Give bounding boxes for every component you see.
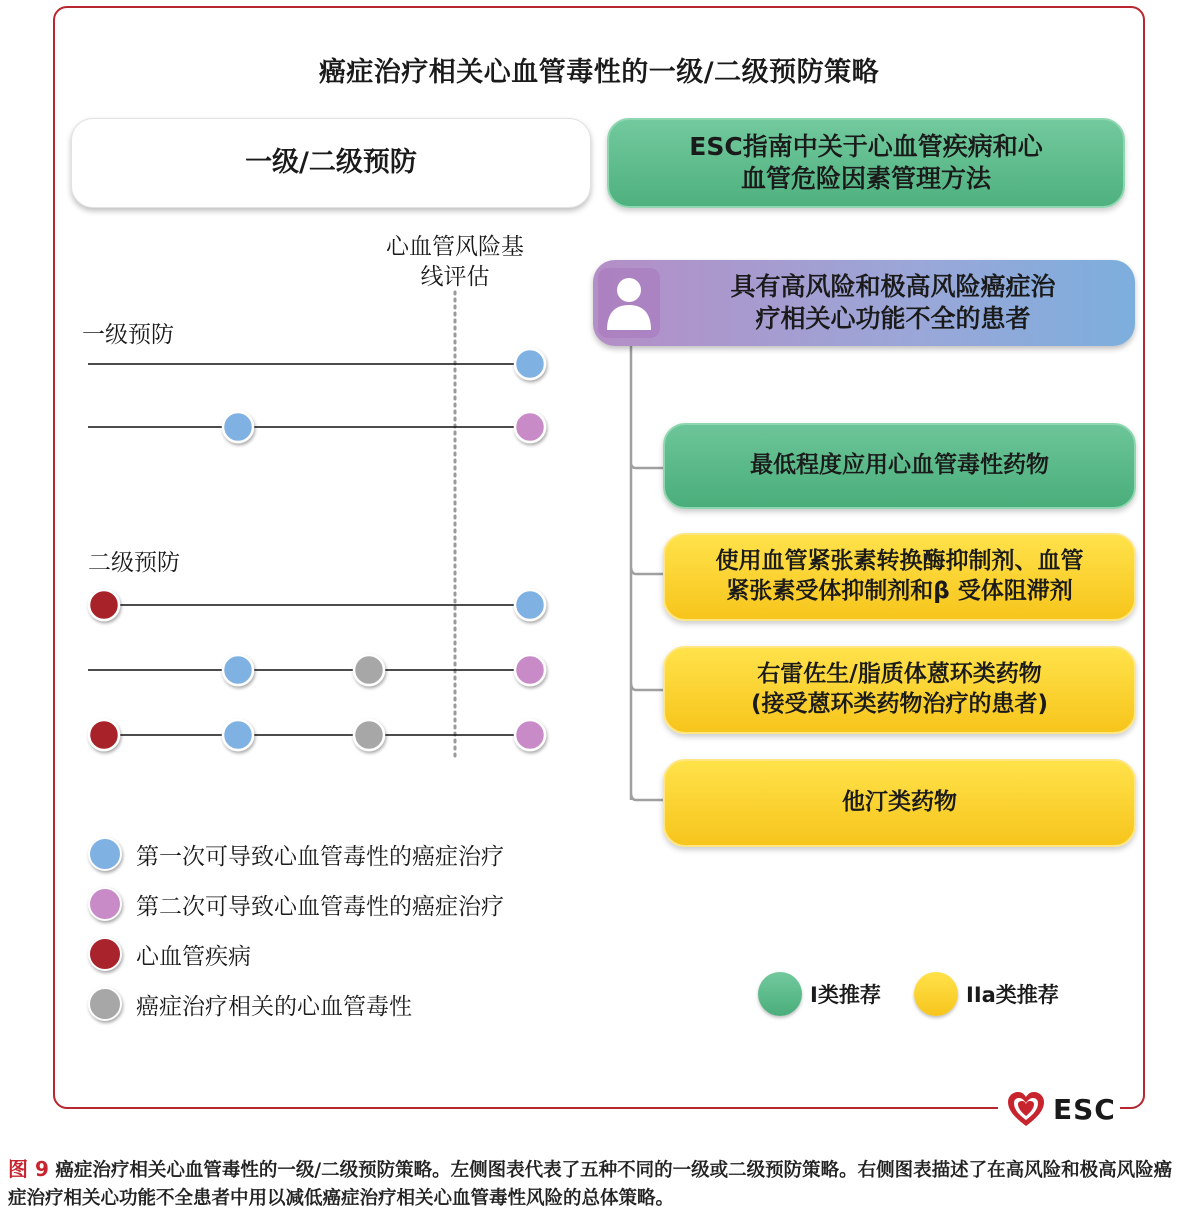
esc-logo bbox=[1005, 1088, 1116, 1130]
strategy-acei-arb-beta-blockers: 使用血管紧张素转换酶抑制剂、血管 紧张素受体抑制剂和β 受体阻滞剂 bbox=[663, 533, 1136, 621]
dot-second-treatment bbox=[515, 412, 545, 442]
dot-first-treatment bbox=[223, 655, 253, 685]
secondary-prevention-label: 二级预防 bbox=[88, 550, 180, 576]
heart-icon bbox=[1005, 1089, 1047, 1129]
dot-cv-disease bbox=[89, 590, 119, 620]
legend-dot bbox=[88, 837, 122, 871]
caption-text: 癌症治疗相关心血管毒性的一级/二级预防策略。左侧图表代表了五种不同的一级或二级预防策略。右侧图表描述了在高风险和极高风险癌症治疗相关心功能不全患者中用以减低癌症治疗相关心血管毒性风险的总体策略。 bbox=[8, 1160, 1173, 1209]
dot-first-treatment bbox=[223, 720, 253, 750]
recommendation-dot bbox=[758, 972, 802, 1016]
legend-item-cv-toxicity: 癌症治疗相关的心血管毒性 bbox=[88, 986, 412, 1022]
legend-item-cv-disease: 心血管疾病 bbox=[88, 936, 251, 972]
legend-item-second-treatment: 第二次可导致心血管毒性的癌症治疗 bbox=[88, 886, 504, 922]
dot-first-treatment bbox=[515, 590, 545, 620]
dot-second-treatment bbox=[515, 720, 545, 750]
right-header-line1: ESC指南中关于心血管疾病和心 bbox=[689, 131, 1043, 161]
recommendation-class-iia: IIa类推荐 bbox=[914, 972, 1059, 1016]
strategy-tree-connector bbox=[631, 346, 663, 800]
figure-caption bbox=[8, 1155, 1183, 1213]
dot-second-treatment bbox=[515, 655, 545, 685]
baseline-assessment-label: 心血管风险基 线评估 bbox=[386, 234, 524, 290]
recommendation-dot bbox=[914, 972, 958, 1016]
primary-prevention-label: 一级预防 bbox=[82, 322, 174, 348]
dot-cv-toxicity bbox=[354, 720, 384, 750]
legend-dot bbox=[88, 937, 122, 971]
dot-cv-disease bbox=[89, 720, 119, 750]
strategy-minimize-cardiotoxic-drugs: 最低程度应用心血管毒性药物 bbox=[663, 423, 1136, 509]
right-header-line2: 血管危险因素管理方法 bbox=[740, 164, 991, 193]
high-risk-patient-box: 具有高风险和极高风险癌症治 疗相关心功能不全的患者 bbox=[593, 260, 1135, 346]
strategy-dexrazoxane-liposomal: 右雷佐生/脂质体蒽环类药物 (接受蒽环类药物治疗的患者) bbox=[663, 646, 1136, 734]
dot-first-treatment bbox=[515, 349, 545, 379]
recommendation-class-i: I类推荐 bbox=[758, 972, 881, 1016]
patient-icon bbox=[598, 268, 660, 338]
esc-logo-text: ESC bbox=[1053, 1092, 1116, 1126]
figure-title: 癌症治疗相关心血管毒性的一级/二级预防策略 bbox=[318, 57, 880, 88]
strategy-statins: 他汀类药物 bbox=[663, 759, 1136, 847]
dot-cv-toxicity bbox=[354, 655, 384, 685]
left-header-box: 一级/二级预防 bbox=[71, 118, 591, 208]
legend-dot bbox=[88, 887, 122, 921]
dot-first-treatment bbox=[223, 412, 253, 442]
legend-dot bbox=[88, 987, 122, 1021]
caption-figure-number: 图 9 bbox=[8, 1157, 49, 1181]
legend-item-first-treatment: 第一次可导致心血管毒性的癌症治疗 bbox=[88, 836, 504, 872]
